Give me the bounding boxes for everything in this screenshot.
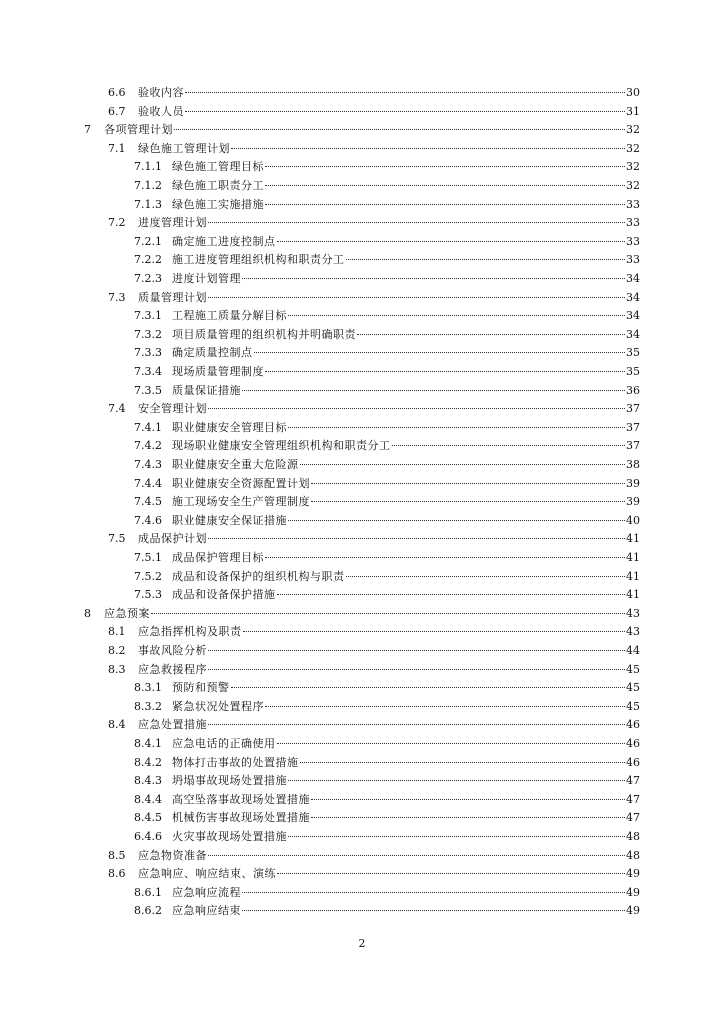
toc-entry-number: 8.1 xyxy=(108,625,126,639)
toc-entry-number: 7.5.3 xyxy=(134,588,162,602)
toc-entry-page: 44 xyxy=(626,644,640,657)
toc-entry-page: 37 xyxy=(626,420,640,434)
toc-entry-page: 34 xyxy=(626,272,640,285)
toc-entry-page: 43 xyxy=(626,625,640,639)
toc-entry-page: 45 xyxy=(626,681,640,695)
dot-leader xyxy=(346,259,626,260)
toc-entry-number: 8.6.2 xyxy=(134,904,162,918)
dot-leader xyxy=(208,297,625,298)
toc-entry-title: 坍塌事故现场处置措施 xyxy=(172,774,287,788)
toc-entry-title: 项目质量管理的组织机构并明确职责 xyxy=(172,327,356,341)
toc-entry-title: 进度计划管理 xyxy=(172,272,241,285)
toc-entry-number: 8.4.1 xyxy=(134,737,162,750)
toc-entry[interactable] xyxy=(134,419,640,438)
toc-entry-title: 成品和设备保护措施 xyxy=(172,588,276,602)
toc-entry-title: 应急指挥机构及职责 xyxy=(138,625,242,639)
toc-entry[interactable] xyxy=(108,623,640,642)
toc-entry-page: 33 xyxy=(626,253,640,267)
toc-entry-number: 7.1.2 xyxy=(134,179,162,192)
toc-entry[interactable] xyxy=(108,103,640,122)
toc-entry-number: 8.6 xyxy=(108,867,126,881)
dot-leader xyxy=(265,204,625,205)
toc-entry[interactable] xyxy=(134,251,640,270)
toc-entry-page: 45 xyxy=(626,662,640,676)
toc-entry[interactable] xyxy=(134,196,640,215)
dot-leader xyxy=(288,780,625,781)
toc-entry-title: 现场质量管理制度 xyxy=(172,365,264,378)
dot-leader xyxy=(254,352,626,353)
toc-entry-title: 高空坠落事故现场处置措施 xyxy=(172,792,310,806)
toc-entry-title: 绿色施工管理计划 xyxy=(138,141,230,155)
toc-entry-number: 8 xyxy=(84,606,91,620)
toc-entry[interactable] xyxy=(134,493,640,512)
toc-entry-page: 47 xyxy=(626,811,640,825)
toc-entry-page: 49 xyxy=(626,904,640,918)
toc-entry[interactable] xyxy=(134,382,640,401)
toc-entry-title: 应急物资准备 xyxy=(138,848,207,862)
toc-entry-page: 46 xyxy=(626,737,640,750)
dot-leader xyxy=(300,762,626,763)
toc-entry-title: 绿色施工职责分工 xyxy=(172,179,264,192)
toc-entry-page: 39 xyxy=(626,495,640,509)
dot-leader xyxy=(265,185,625,186)
toc-entry-number: 7.2.1 xyxy=(134,234,162,248)
toc-entry-title: 应急救援程序 xyxy=(138,662,207,676)
dot-leader xyxy=(208,538,625,539)
toc-entry[interactable] xyxy=(108,661,640,680)
toc-entry-page: 49 xyxy=(626,885,640,899)
toc-entry-title: 职业健康安全管理目标 xyxy=(172,420,287,434)
toc-entry[interactable] xyxy=(108,289,640,308)
dot-leader xyxy=(208,650,625,651)
toc-entry-title: 进度管理计划 xyxy=(138,216,207,230)
toc-entry-title: 应急电话的正确使用 xyxy=(172,737,276,750)
toc-entry-page: 43 xyxy=(626,606,640,620)
dot-leader xyxy=(265,706,625,707)
toc-entry-number: 7.4 xyxy=(108,402,126,416)
toc-entry-page: 33 xyxy=(626,197,640,211)
toc-entry[interactable] xyxy=(108,642,640,661)
toc-entry[interactable] xyxy=(134,437,640,456)
dot-leader xyxy=(208,855,625,856)
toc-entry-page: 46 xyxy=(626,718,640,732)
dot-leader xyxy=(151,613,625,614)
toc-entry-title: 各项管理计划 xyxy=(104,123,173,137)
toc-entry-page: 37 xyxy=(626,439,640,453)
dot-leader xyxy=(300,464,626,465)
toc-entry-page: 40 xyxy=(626,513,640,527)
toc-entry-page: 35 xyxy=(626,346,640,360)
toc-entry-page: 34 xyxy=(626,290,640,304)
dot-leader xyxy=(265,371,625,372)
toc-entry-number: 6.7 xyxy=(108,104,126,118)
toc-entry-number: 7.5.1 xyxy=(134,551,162,564)
toc-entry-number: 8.3.2 xyxy=(134,699,162,713)
toc-entry-title: 绿色施工管理目标 xyxy=(172,160,264,174)
dot-leader xyxy=(231,687,626,688)
dot-leader xyxy=(277,743,626,744)
dot-leader xyxy=(185,111,625,112)
toc-entry-number: 8.4.3 xyxy=(134,774,162,788)
dot-leader xyxy=(208,724,625,725)
toc-entry[interactable] xyxy=(108,847,640,866)
toc-entry[interactable] xyxy=(134,475,640,494)
toc-entry[interactable] xyxy=(134,698,640,717)
toc-entry-page: 41 xyxy=(626,588,640,602)
toc-entry[interactable] xyxy=(134,754,640,773)
toc-entry-page: 34 xyxy=(626,309,640,323)
toc-entry-number: 7.4.5 xyxy=(134,495,162,509)
dot-leader xyxy=(311,817,625,818)
toc-entry[interactable] xyxy=(134,679,640,698)
dot-leader xyxy=(242,278,625,279)
toc-entry-title: 绿色施工实施措施 xyxy=(172,197,264,211)
dot-leader xyxy=(311,799,625,800)
toc-entry-number: 7.2 xyxy=(108,216,126,230)
toc-entry-page: 48 xyxy=(626,830,640,843)
dot-leader xyxy=(288,836,625,837)
toc-entry-title: 预防和预警 xyxy=(172,681,230,695)
toc-entry-page: 36 xyxy=(626,383,640,397)
toc-entry[interactable] xyxy=(134,344,640,363)
toc-entry[interactable] xyxy=(134,884,640,903)
dot-leader xyxy=(277,873,625,874)
toc-entry-title: 火灾事故现场处置措施 xyxy=(172,830,287,843)
toc-entry-number: 7.4.2 xyxy=(134,439,162,453)
toc-entry[interactable] xyxy=(134,568,640,587)
dot-leader xyxy=(208,669,625,670)
dot-leader xyxy=(288,315,625,316)
toc-entry-title: 验收内容 xyxy=(138,86,184,99)
toc-entry[interactable] xyxy=(108,400,640,419)
toc-entry-title: 施工进度管理组织机构和职责分工 xyxy=(172,253,345,267)
dot-leader xyxy=(357,334,625,335)
dot-leader xyxy=(185,92,625,93)
dot-leader xyxy=(265,557,625,558)
dot-leader xyxy=(242,390,625,391)
toc-entry-page: 47 xyxy=(626,774,640,788)
toc-entry-page: 49 xyxy=(626,867,640,881)
toc-entry[interactable] xyxy=(134,456,640,475)
toc-entry-page: 41 xyxy=(626,569,640,583)
toc-entry[interactable] xyxy=(134,363,640,382)
toc-entry[interactable] xyxy=(134,307,640,326)
toc-entry[interactable] xyxy=(134,772,640,791)
toc-entry-page: 41 xyxy=(626,551,640,564)
toc-entry-number: 7.3.5 xyxy=(134,383,162,397)
toc-entry-title: 验收人员 xyxy=(138,104,184,118)
page-number: 2 xyxy=(358,937,366,950)
dot-leader xyxy=(288,427,625,428)
toc-entry-number: 7.4.1 xyxy=(134,420,162,434)
toc-entry-title: 成品和设备保护的组织机构与职责 xyxy=(172,569,345,583)
toc-entry-number: 7.2.2 xyxy=(134,253,162,267)
toc-entry[interactable] xyxy=(134,233,640,252)
toc-entry-title: 成品保护管理目标 xyxy=(172,551,264,564)
toc-entry[interactable] xyxy=(108,865,640,884)
toc-entry-page: 48 xyxy=(626,848,640,862)
toc-entry-number: 8.3 xyxy=(108,662,126,676)
toc-entry[interactable] xyxy=(108,530,640,549)
toc-entry-number: 7.3 xyxy=(108,290,126,304)
dot-leader xyxy=(243,631,626,632)
toc-entry[interactable] xyxy=(108,140,640,159)
toc-entry-number: 8.4.5 xyxy=(134,811,162,825)
toc-entry-page: 32 xyxy=(626,123,640,137)
dot-leader xyxy=(242,892,625,893)
toc-entry-page: 38 xyxy=(626,458,640,471)
toc-entry-title: 施工现场安全生产管理制度 xyxy=(172,495,310,509)
toc-entry-page: 39 xyxy=(626,476,640,490)
toc-entry-title: 成品保护计划 xyxy=(138,532,207,546)
toc-entry-title: 事故风险分析 xyxy=(138,644,207,657)
toc-entry-number: 7.3.4 xyxy=(134,365,162,378)
toc-entry-number: 8.6.1 xyxy=(134,885,162,899)
toc-entry[interactable] xyxy=(134,902,640,921)
toc-entry-title: 安全管理计划 xyxy=(138,402,207,416)
toc-entry[interactable] xyxy=(108,84,640,103)
toc-entry[interactable] xyxy=(134,177,640,196)
toc-entry[interactable] xyxy=(134,809,640,828)
toc-entry-number: 8.2 xyxy=(108,644,126,657)
dot-leader xyxy=(311,483,625,484)
toc-entry-title: 应急响应结束 xyxy=(172,904,241,918)
dot-leader xyxy=(392,445,626,446)
toc-entry-number: 8.5 xyxy=(108,848,126,862)
toc-entry-number: 8.3.1 xyxy=(134,681,162,695)
toc-entry-number: 7.3.1 xyxy=(134,309,162,323)
toc-entry-page: 34 xyxy=(626,327,640,341)
toc-entry-title: 质量保证措施 xyxy=(172,383,241,397)
toc-entry-title: 应急响应流程 xyxy=(172,885,241,899)
toc-entry-number: 7.1.3 xyxy=(134,197,162,211)
toc-entry-number: 6.4.6 xyxy=(134,830,162,843)
dot-leader xyxy=(242,910,625,911)
toc-entry-title: 职业健康安全资源配置计划 xyxy=(172,476,310,490)
toc-entry[interactable] xyxy=(108,214,640,233)
toc-entry-title: 工程施工质量分解目标 xyxy=(172,309,287,323)
dot-leader xyxy=(346,576,626,577)
toc-entry-number: 8.4.2 xyxy=(134,755,162,769)
dot-leader xyxy=(277,594,626,595)
dot-leader xyxy=(311,501,625,502)
toc-entry-number: 7.3.2 xyxy=(134,327,162,341)
dot-leader xyxy=(231,148,625,149)
toc-entry-title: 质量管理计划 xyxy=(138,290,207,304)
toc-entry[interactable] xyxy=(134,270,640,289)
toc-entry-title: 确定质量控制点 xyxy=(172,346,253,360)
dot-leader xyxy=(208,222,625,223)
toc-entry-number: 7 xyxy=(84,123,91,137)
toc-entry-page: 37 xyxy=(626,402,640,416)
toc-entry-page: 35 xyxy=(626,365,640,378)
toc-entry[interactable] xyxy=(134,791,640,810)
toc-entry-number: 7.4.3 xyxy=(134,458,162,471)
toc-entry-page: 30 xyxy=(626,86,640,99)
toc-entry-title: 现场职业健康安全管理组织机构和职责分工 xyxy=(172,439,391,453)
toc-entry-number: 7.1 xyxy=(108,141,126,155)
toc-entry-page: 31 xyxy=(626,104,640,118)
toc-entry-number: 8.4.4 xyxy=(134,792,162,806)
toc-entry-number: 7.5.2 xyxy=(134,569,162,583)
toc-entry[interactable] xyxy=(134,828,640,847)
toc-entry[interactable] xyxy=(134,158,640,177)
toc-entry[interactable] xyxy=(134,586,640,605)
toc-entry-page: 45 xyxy=(626,699,640,713)
toc-entry[interactable] xyxy=(134,549,640,568)
toc-entry-title: 机械伤害事故现场处置措施 xyxy=(172,811,310,825)
toc-entry-title: 应急响应、响应结束、演练 xyxy=(138,867,276,881)
toc-entry-title: 职业健康安全保证措施 xyxy=(172,513,287,527)
toc-entry-page: 47 xyxy=(626,792,640,806)
toc-entry-number: 7.4.6 xyxy=(134,513,162,527)
toc-entry-title: 职业健康安全重大危险源 xyxy=(172,458,299,471)
toc-entry-number: 6.6 xyxy=(108,86,126,99)
toc-entry[interactable] xyxy=(134,735,640,754)
toc-entry-number: 7.2.3 xyxy=(134,272,162,285)
toc-entry[interactable] xyxy=(134,512,640,531)
toc-entry-page: 32 xyxy=(626,160,640,174)
dot-leader xyxy=(288,520,625,521)
toc-entry-title: 物体打击事故的处置措施 xyxy=(172,755,299,769)
dot-leader xyxy=(174,129,625,130)
toc-entry-number: 8.4 xyxy=(108,718,126,732)
toc-entry[interactable] xyxy=(84,121,640,140)
toc-entry-page: 41 xyxy=(626,532,640,546)
toc-entry-title: 应急处置措施 xyxy=(138,718,207,732)
toc-entry-number: 7.4.4 xyxy=(134,476,162,490)
toc-entry-number: 7.3.3 xyxy=(134,346,162,360)
toc-entry-page: 46 xyxy=(626,755,640,769)
toc-entry-page: 33 xyxy=(626,216,640,230)
dot-leader xyxy=(208,408,625,409)
dot-leader xyxy=(277,241,626,242)
toc-entry-page: 32 xyxy=(626,141,640,155)
toc-entry-number: 7.1.1 xyxy=(134,160,162,174)
toc-entry-title: 应急预案 xyxy=(104,606,150,620)
dot-leader xyxy=(265,166,625,167)
toc-entry[interactable] xyxy=(84,605,640,624)
toc-entry-number: 7.5 xyxy=(108,532,126,546)
toc-entry-page: 32 xyxy=(626,179,640,192)
toc-entry-title: 确定施工进度控制点 xyxy=(172,234,276,248)
toc-entry[interactable] xyxy=(134,326,640,345)
toc-entry-page: 33 xyxy=(626,234,640,248)
toc-entry-title: 紧急状况处置程序 xyxy=(172,699,264,713)
toc-entry[interactable] xyxy=(108,716,640,735)
